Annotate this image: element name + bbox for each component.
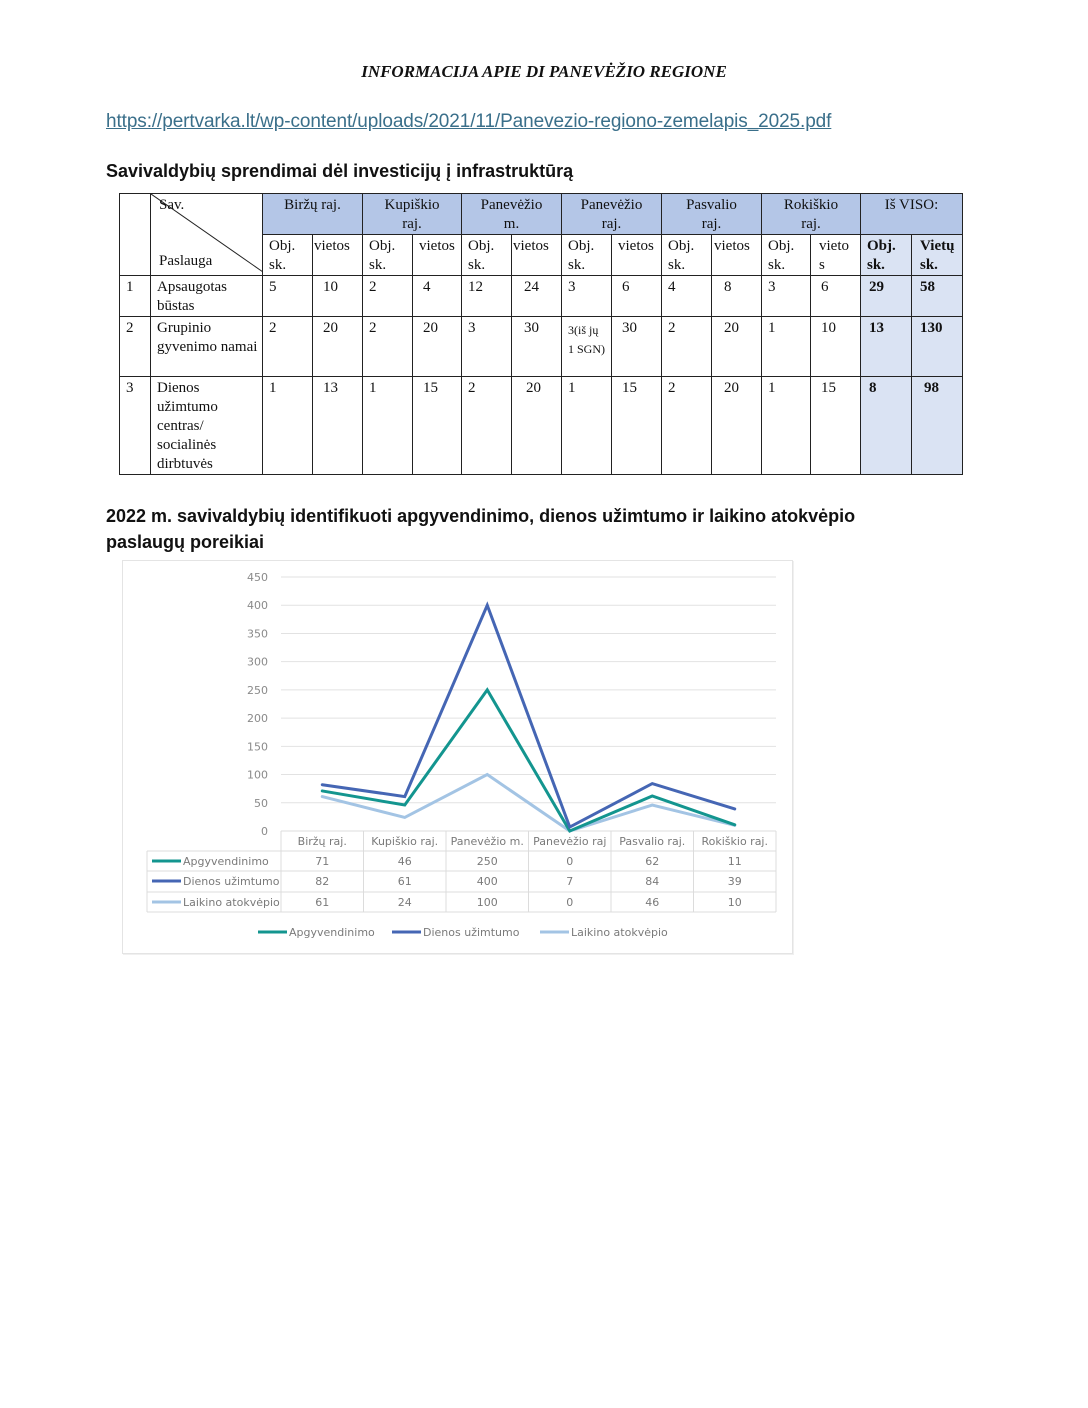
y-tick-label: 250 (247, 683, 268, 697)
total-subheader-vietu: Vietų sk. (912, 235, 963, 276)
data-table-value: 39 (727, 875, 742, 888)
data-table-value: 250 (476, 855, 498, 868)
subheader-obj: Obj. sk. (263, 235, 313, 276)
y-tick-label: 350 (247, 627, 268, 641)
total-vietu-cell: 98 (912, 377, 963, 475)
data-table-value: 0 (566, 896, 574, 909)
service-name: Dienos užimtumo centras/ socialinės dirbtuvės (151, 377, 263, 475)
data-table-value: 71 (315, 855, 330, 868)
value-cell: 1 (363, 377, 413, 475)
series-line-dienos-u-imtumo (322, 605, 735, 827)
subheader-obj: Obj. sk. (562, 235, 612, 276)
data-table-value: 11 (727, 855, 742, 868)
data-table-value: 46 (397, 855, 412, 868)
data-table-value: 82 (315, 875, 330, 888)
data-table-value: 62 (645, 855, 660, 868)
x-category-label: Biržų raj. (297, 835, 347, 848)
data-table-value: 61 (397, 875, 412, 888)
value-cell: 15 (413, 377, 462, 475)
x-category-label: Rokiškio raj. (701, 835, 769, 848)
row-number: 3 (120, 377, 151, 475)
value-cell: 2 (662, 377, 712, 475)
data-table-value: 400 (476, 875, 498, 888)
corner-label-paslauga: Paslauga (159, 253, 213, 269)
y-tick-label: 200 (247, 712, 268, 726)
data-table-value: 24 (397, 896, 412, 909)
value-cell: 3 (762, 276, 811, 317)
x-category-label: Pasvalio raj. (619, 835, 686, 848)
y-tick-label: 50 (254, 796, 268, 810)
subheader-vietos: vieto s (811, 235, 861, 276)
y-tick-label: 300 (247, 655, 268, 669)
municipality-header: Panevėžio raj. (562, 194, 662, 235)
value-cell: 2 (363, 317, 413, 377)
service-name: Grupinio gyvenimo namai (151, 317, 263, 377)
subheader-vietos: vietos (712, 235, 762, 276)
subheader-vietos: vietos (313, 235, 363, 276)
value-cell: 13 (313, 377, 363, 475)
row-number: 1 (120, 276, 151, 317)
corner-label-sav: Sav. (159, 197, 185, 213)
y-tick-label: 100 (247, 768, 268, 782)
value-cell: 20 (712, 317, 762, 377)
value-cell: 4 (413, 276, 462, 317)
heading-line-2: paslaugų poreikiai (106, 532, 265, 552)
y-tick-label: 0 (261, 825, 268, 838)
heading-line-1: 2022 m. savivaldybių identifikuoti apgyvendinimo, dienos užimtumo ir laikino atokvėpio (106, 506, 856, 526)
total-obj-cell: 13 (861, 317, 912, 377)
x-category-label: Panevėžio m. (450, 835, 524, 848)
municipality-header: Kupiškio raj. (363, 194, 462, 235)
value-cell: 10 (811, 317, 861, 377)
x-category-label: Kupiškio raj. (371, 835, 439, 848)
value-cell: 20 (313, 317, 363, 377)
subheader-vietos: vietos (612, 235, 662, 276)
subheader-obj: Obj. sk. (662, 235, 712, 276)
value-cell: 20 (413, 317, 462, 377)
value-cell-note: 3(iš jų 1 SGN) (562, 317, 612, 377)
legend-label: Laikino atokvėpio (571, 926, 668, 939)
y-tick-label: 400 (247, 599, 268, 613)
value-cell: 2 (662, 317, 712, 377)
data-table-series-label: Laikino atokvėpio (183, 896, 280, 909)
value-cell: 3 (462, 317, 512, 377)
y-tick-label: 150 (247, 740, 268, 754)
row-number: 2 (120, 317, 151, 377)
data-table-value: 10 (727, 896, 742, 909)
subheader-obj: Obj. sk. (462, 235, 512, 276)
value-cell: 20 (512, 377, 562, 475)
municipality-header: Panevėžio m. (462, 194, 562, 235)
section-heading-investments: Savivaldybių sprendimai dėl investicijų į infrastruktūrą (106, 161, 574, 181)
value-cell: 1 (562, 377, 612, 475)
value-cell: 15 (612, 377, 662, 475)
data-table-value: 100 (476, 896, 498, 909)
value-cell: 3 (562, 276, 612, 317)
subheader-obj: Obj. sk. (762, 235, 811, 276)
value-cell: 2 (462, 377, 512, 475)
value-cell: 12 (462, 276, 512, 317)
total-vietu-cell: 58 (912, 276, 963, 317)
data-table-value: 7 (566, 875, 574, 888)
value-cell: 6 (612, 276, 662, 317)
value-cell: 1 (762, 317, 811, 377)
value-cell: 2 (263, 317, 313, 377)
value-cell: 1 (762, 377, 811, 475)
municipality-header: Biržų raj. (263, 194, 363, 235)
value-cell: 5 (263, 276, 313, 317)
value-cell: 30 (512, 317, 562, 377)
x-category-label: Panevėžio raj (533, 835, 607, 848)
value-cell: 1 (263, 377, 313, 475)
document-title: INFORMACIJA APIE DI PANEVĖŽIO REGIONE (361, 62, 727, 81)
data-table-series-label: Dienos užimtumo (183, 875, 280, 888)
value-cell: 4 (662, 276, 712, 317)
value-cell: 8 (712, 276, 762, 317)
municipality-header: Pasvalio raj. (662, 194, 762, 235)
data-table-value: 61 (315, 896, 330, 909)
subheader-vietos: vietos (512, 235, 562, 276)
value-cell: 10 (313, 276, 363, 317)
value-cell: 2 (363, 276, 413, 317)
subheader-vietos: vietos (413, 235, 462, 276)
data-table-value: 84 (645, 875, 660, 888)
value-cell: 15 (811, 377, 861, 475)
legend-label: Dienos užimtumo (423, 926, 520, 939)
value-cell: 6 (811, 276, 861, 317)
y-tick-label: 450 (247, 571, 268, 584)
data-table-series-label: Apgyvendinimo (183, 855, 269, 868)
data-table-value: 46 (645, 896, 660, 909)
total-vietu-cell: 130 (912, 317, 963, 377)
subheader-obj: Obj. sk. (363, 235, 413, 276)
service-name: Apsaugotas būstas (151, 276, 263, 317)
total-header: Iš VISO: (861, 194, 963, 235)
total-obj-cell: 29 (861, 276, 912, 317)
data-table-value: 0 (566, 855, 574, 868)
map-pdf-link[interactable]: https://pertvarka.lt/wp-content/uploads/2021/11/Panevezio-regiono-zemelapis_2025.pdf (106, 111, 832, 132)
total-obj-cell: 8 (861, 377, 912, 475)
value-cell: 20 (712, 377, 762, 475)
total-subheader-obj: Obj. sk. (861, 235, 912, 276)
municipality-header: Rokiškio raj. (762, 194, 861, 235)
value-cell: 30 (612, 317, 662, 377)
legend-label: Apgyvendinimo (289, 926, 375, 939)
value-cell: 24 (512, 276, 562, 317)
